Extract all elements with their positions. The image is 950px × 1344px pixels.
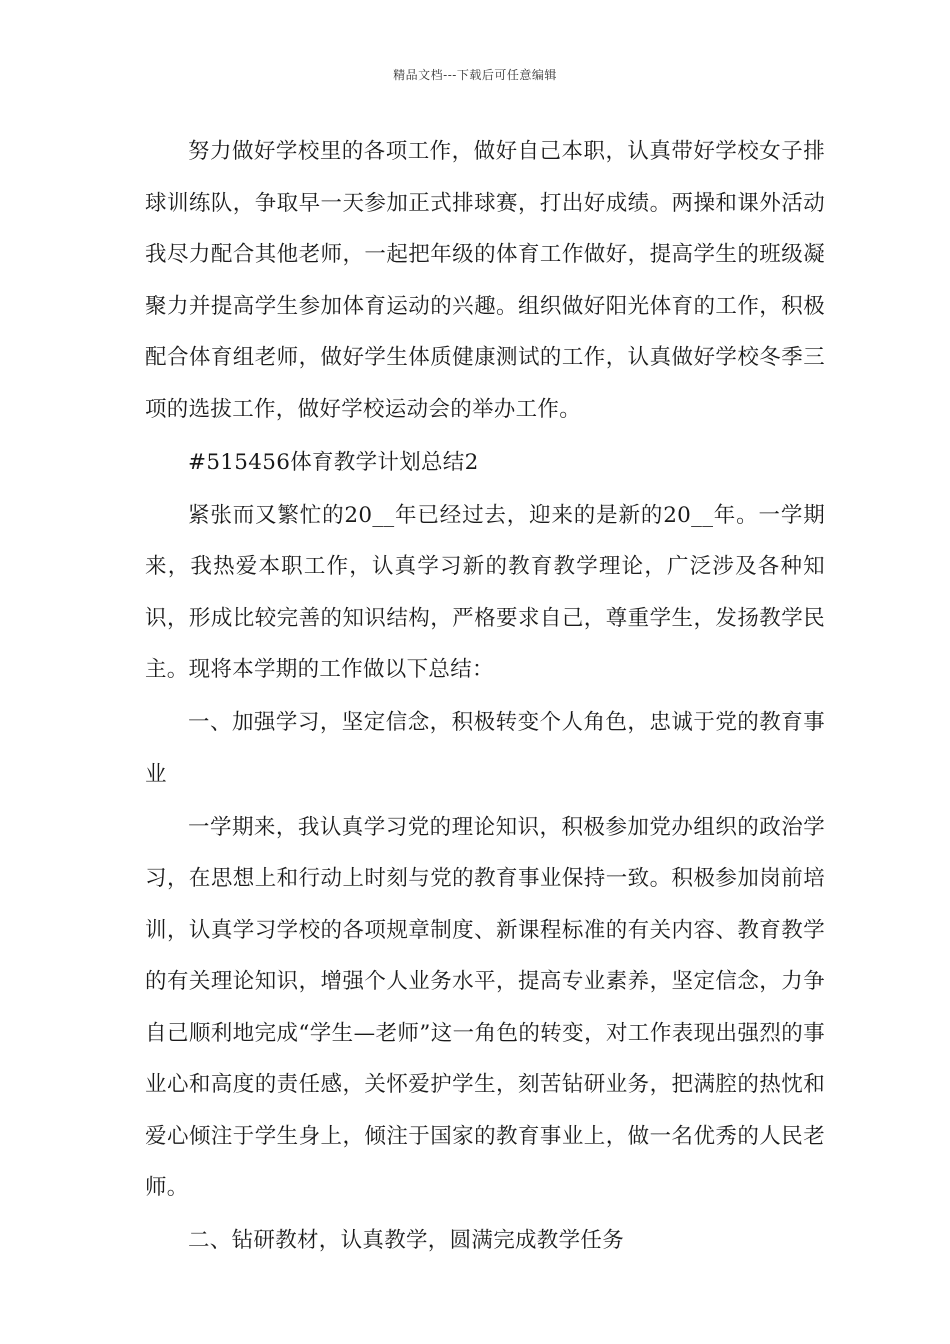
paragraph-work-duties: 努力做好学校里的各项工作，做好自己本职，认真带好学校女子排球训练队，争取早一天参加正式排球赛，打出好成绩。两操和课外活动我尽力配合其他老师，一起把年级的体育工作做好，提高学生的班级凝聚力并提高学生参加体育运动的兴趣。组织做好阳光体育的工作，积极配合体育组老师，做好学生体质健康测试的工作，认真做好学校冬季三项的选拔工作，做好学校运动会的举办工作。: [145, 139, 825, 422]
document-body: [145, 126, 825, 1268]
section-title: #515456体育教学计划总结2: [188, 449, 479, 475]
paragraph-study: 一学期来，我认真学习党的理论知识，积极参加党办组织的政治学习，在思想上和行动上时刻与党的教育事业保持一致。积极参加岗前培训，认真学习学校的各项规章制度、新课程标准的有关内容、教育教学的有关理论知识，增强个人业务水平，提高专业素养，坚定信念，力争自己顺利地完成“学生—老师”这一角色的转变，对工作表现出强烈的事业心和高度的责任感，关怀爱护学生，刻苦钻研业务，把满腔的热忱和爱心倾注于学生身上，倾注于国家的教育事业上，做一名优秀的人民老师。: [145, 814, 825, 1200]
paragraph-intro: 紧张而又繁忙的20__年已经过去，迎来的是新的20__年。一学期来，我热爱本职工作，认真学习新的教育教学理论，广泛涉及各种知识，形成比较完善的知识结构，严格要求自己，尊重学生，发扬教学民主。现将本学期的工作做以下总结：: [145, 502, 825, 682]
page-header: 精品文档---下载后可任意编辑: [393, 68, 557, 82]
section-heading-2: 二、钻研教材，认真教学，圆满完成教学任务: [188, 1228, 625, 1253]
section-heading-1: 一、加强学习，坚定信念，积极转变个人角色，忠诚于党的教育事业: [145, 710, 825, 787]
